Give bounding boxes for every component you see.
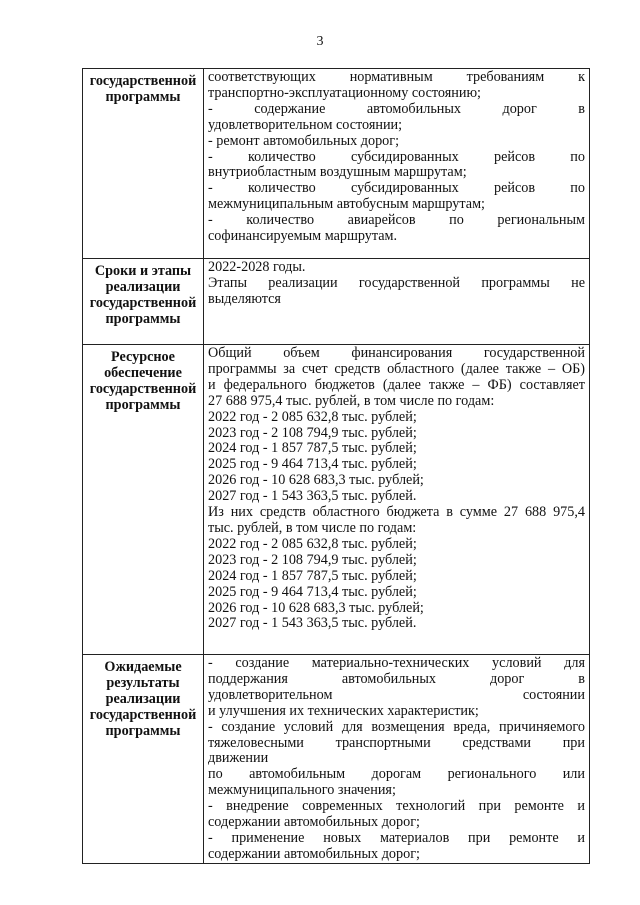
content-line: - количество субсидированных рейсов по [208,149,585,165]
content-line: - количество авиарейсов по региональным [208,213,585,229]
content-line: тяжеловесными транспортными средствами при [208,735,585,751]
content-line: межмуниципальным автобусным маршрутам; [208,197,485,213]
content-line: - содержание автомобильных дорог в [208,101,585,117]
content-line: межмуниципального значения; [208,783,396,799]
content-line: 27 688 975,4 тыс. рублей, в том числе по годам: [208,393,495,409]
content-line: - создание материально-технических условий для [208,656,585,671]
table-row [83,259,590,345]
row-label: Ресурсное обеспечение государственной программы [89,349,197,413]
table-row [83,69,590,259]
content-line: - внедрение современных технологий при ремонте и [208,799,585,815]
content-line: Общий объем финансирования государственной [208,346,585,361]
content-line: - ремонт автомобильных дорог; [208,133,400,149]
content-line: поддержания автомобильных дорог в [208,671,585,687]
content-line: удовлетворительном состоянии; [208,117,403,133]
content-line: Этапы реализации государственной программы не [208,275,585,291]
content-line: внутриобластным воздушным маршрутам; [208,165,467,181]
content-line: 2027 год - 1 543 363,5 тыс. рублей. [208,489,417,505]
content-line: 2022 год - 2 085 632,8 тыс. рублей; [208,536,417,552]
row-label-cell [83,69,204,259]
content-line: по автомобильным дорогам регионального или [208,767,585,783]
row-label-cell [83,655,204,864]
row-label: Ожидаемые результаты реализации государственной программы [89,659,197,739]
content-line: движении [208,751,269,767]
content-line: содержании автомобильных дорог; [208,846,420,862]
content-line: 2027 год - 1 543 363,5 тыс. рублей. [208,616,417,632]
content-line: тыс. рублей, в том числе по годам: [208,520,417,536]
row-label: государственной программы [89,73,197,105]
row-content-cell [204,259,590,345]
content-line: 2024 год - 1 857 787,5 тыс. рублей; [208,568,417,584]
content-line: и улучшения их технических характеристик; [208,703,479,719]
row-label-cell [83,259,204,345]
content-line: 2022 год - 2 085 632,8 тыс. рублей; [208,409,417,425]
content-line: - создание условий для возмещения вреда, причиняемого [208,719,585,735]
page-number: 3 [316,34,324,49]
row-content-cell [204,345,590,655]
row-label: Сроки и этапы реализации государственной программы [89,263,197,327]
program-passport-table [82,68,590,864]
content-line: 2023 год - 2 108 794,9 тыс. рублей; [208,425,417,441]
content-line: 2025 год - 9 464 713,4 тыс. рублей; [208,584,417,600]
row-label-cell [83,345,204,655]
content-line: 2022-2028 годы. [208,260,306,275]
content-line: и федерального бюджетов (далее также – ФБ) составляет [208,377,585,393]
content-line: соответствующих нормативным требованиям к [208,70,585,85]
content-line: софинансируемым маршрутам. [208,229,398,245]
content-line: 2026 год - 10 628 683,3 тыс. рублей; [208,473,424,489]
content-line: 2023 год - 2 108 794,9 тыс. рублей; [208,552,417,568]
content-line: Из них средств областного бюджета в сумме 27 688 975,4 [208,505,585,521]
row-content-cell [204,69,590,259]
table-row [83,655,590,864]
content-line: содержании автомобильных дорог; [208,815,420,831]
content-line: транспортно-эксплуатационному состоянию; [208,85,481,101]
content-line: - количество субсидированных рейсов по [208,181,585,197]
table-row [83,345,590,655]
content-line: удовлетворительном состоянии [208,687,585,703]
content-line: 2026 год - 10 628 683,3 тыс. рублей; [208,600,424,616]
content-line: 2024 год - 1 857 787,5 тыс. рублей; [208,441,417,457]
content-line: программы за счет средств областного (далее также – ОБ) [208,361,585,377]
content-line: выделяются [208,291,281,307]
content-line: 2025 год - 9 464 713,4 тыс. рублей; [208,457,417,473]
content-line: - применение новых материалов при ремонте и [208,830,585,846]
row-content-cell [204,655,590,864]
